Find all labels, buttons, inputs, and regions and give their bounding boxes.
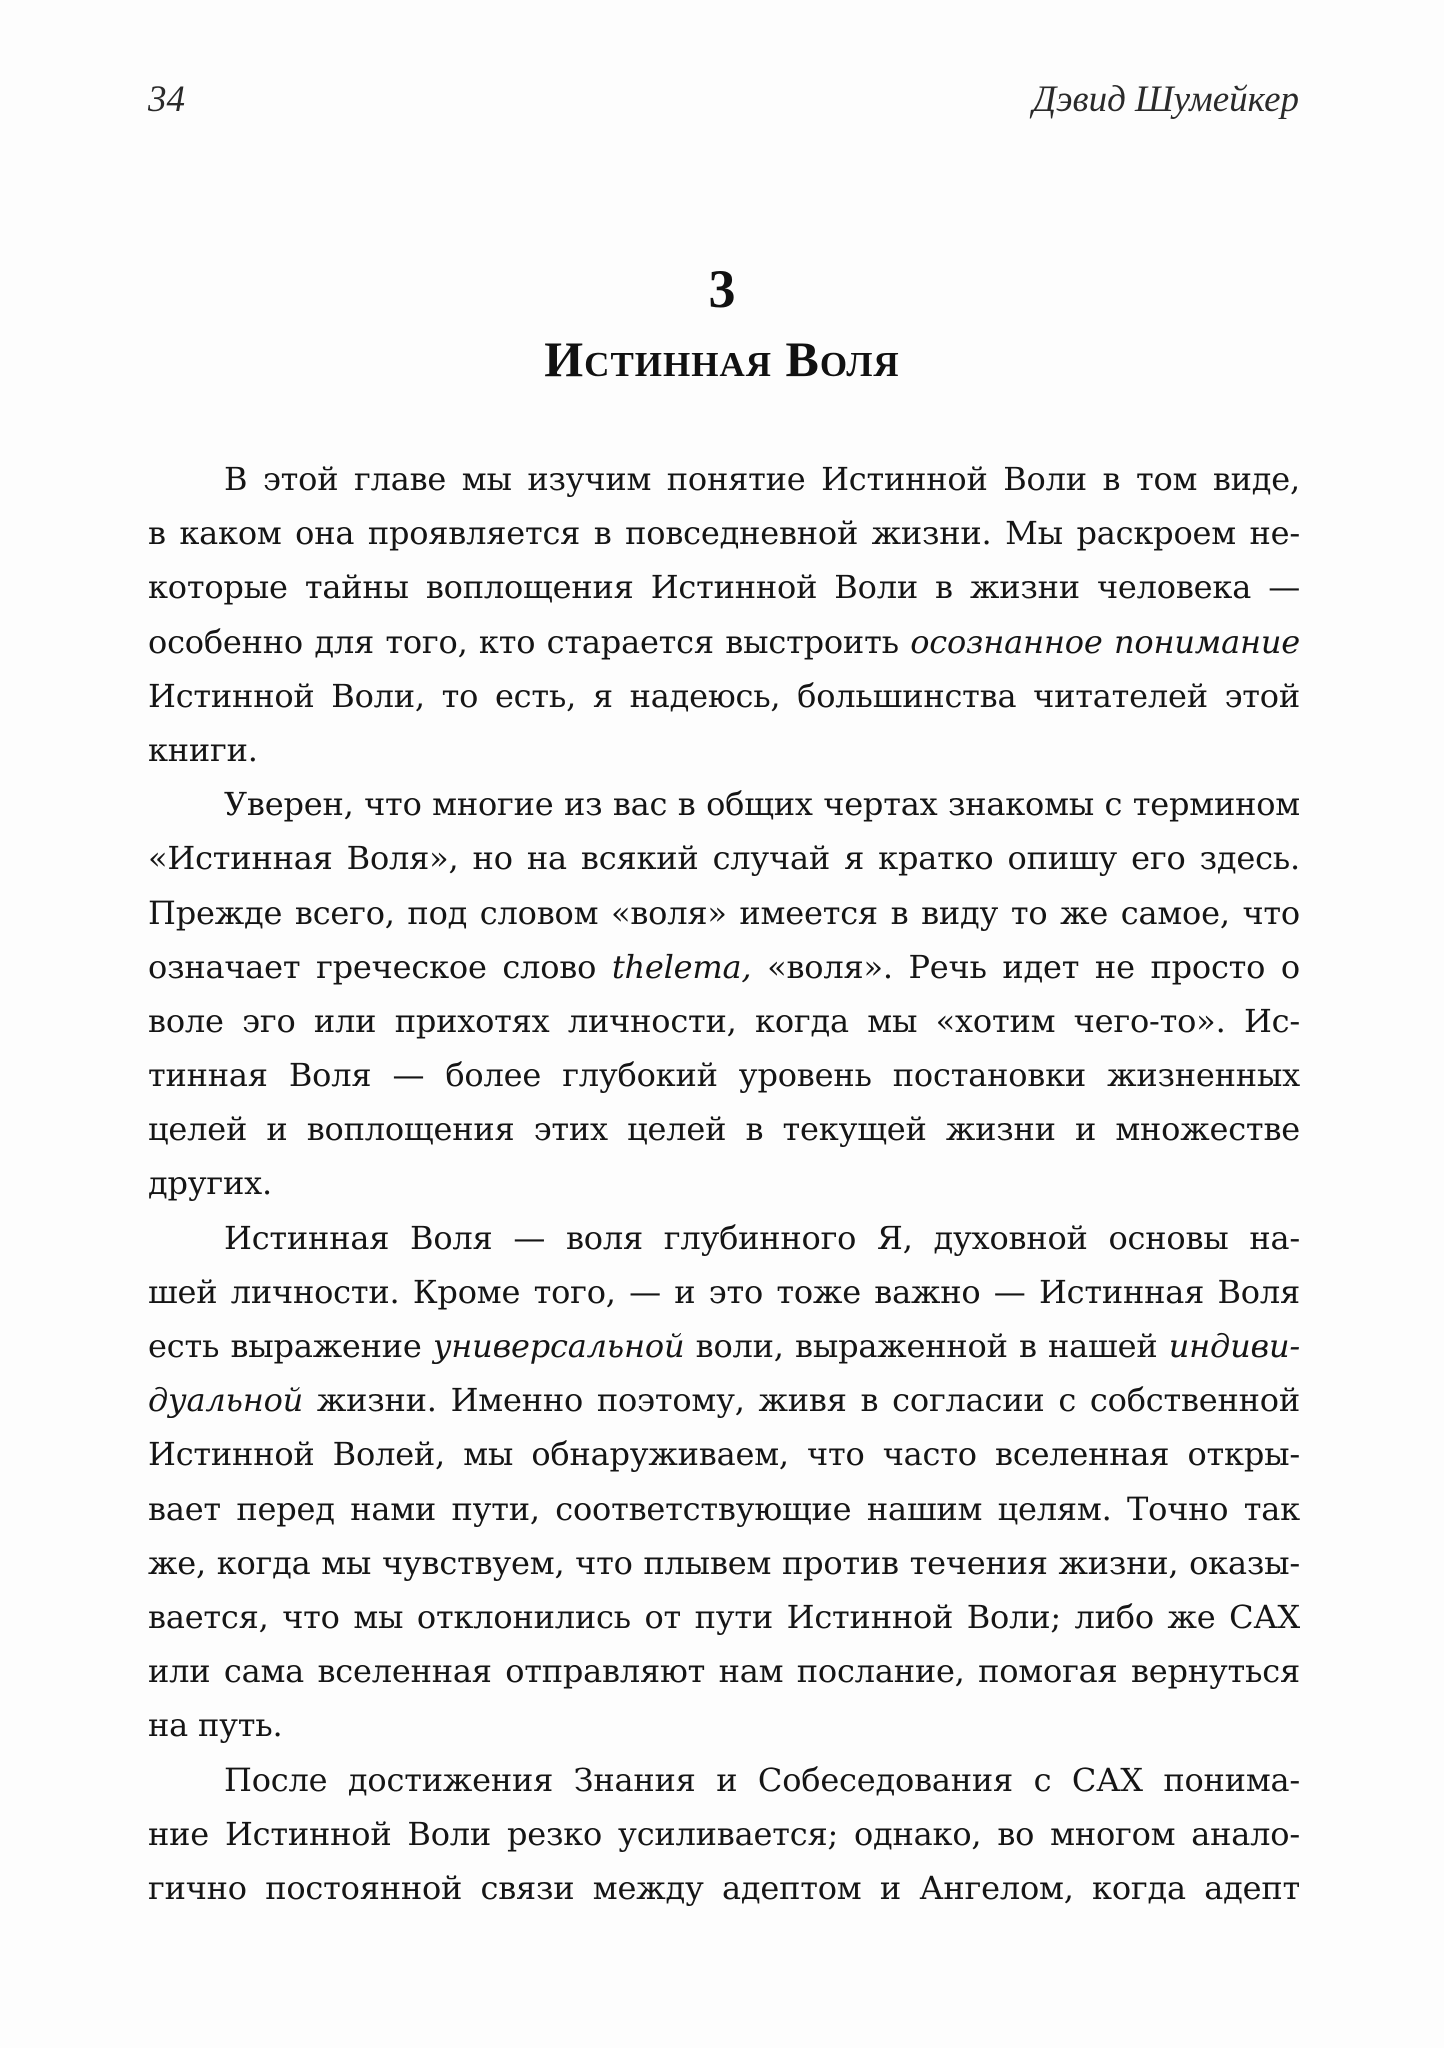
- text-line: Истинная Воля — воля глубинного Я, духовной основы на-: [224, 1218, 1300, 1257]
- text-line: Прежде всего, под словом «воля» имеется в виду то же самое, что: [148, 893, 1300, 932]
- emphasis: осознанное понимание: [910, 622, 1300, 661]
- running-head-author: Дэвид Шумейкер: [1032, 79, 1299, 120]
- text-line: других.: [148, 1164, 272, 1203]
- page-number: 34: [148, 79, 185, 120]
- text-line: тинная Воля — более глубокий уровень постановки жизненных: [148, 1056, 1300, 1095]
- text-line: Истинной Воли, то есть, я надеюсь, большинства читателей этой: [148, 676, 1300, 715]
- text-line: В этой главе мы изучим понятие Истинной Воли в том виде,: [224, 460, 1300, 498]
- text-line: воле эго или прихотях личности, когда мы «хотим чего-то». Ис-: [148, 1001, 1300, 1040]
- text-line: на путь.: [148, 1706, 283, 1745]
- text-line: вается, что мы отклонились от пути Истинной Воли; либо же САХ: [148, 1597, 1300, 1636]
- body-text: [148, 452, 1300, 1915]
- paragraph: [148, 1211, 1300, 1753]
- text-line: целей и воплощения этих целей в текущей жизни и множестве: [148, 1110, 1300, 1149]
- paragraph: [148, 452, 1300, 777]
- emphasis: дуальной: [148, 1381, 304, 1420]
- text-line: или сама вселенная отправляют нам послание, помогая вернуться: [148, 1652, 1300, 1691]
- paragraph: [148, 1753, 1300, 1916]
- text-line: Уверен, что многие из вас в общих чертах знакомы с термином: [224, 785, 1300, 824]
- emphasis: thelema,: [611, 947, 752, 986]
- emphasis: универсальной: [432, 1327, 685, 1365]
- text-line: «Истинная Воля», но на всякий случай я кратко опишу его здесь.: [148, 839, 1300, 878]
- emphasis: индиви-: [1168, 1327, 1300, 1365]
- chapter-number: 3: [708, 259, 736, 319]
- chapter-title: Истинная Воля: [544, 331, 900, 387]
- text-line: Истинной Волей, мы обнаруживаем, что часто вселенная откры-: [148, 1435, 1300, 1474]
- paragraph: [148, 777, 1300, 1211]
- text-line: После достижения Знания и Собеседования с САХ понима-: [224, 1760, 1300, 1799]
- text-line: шей личности. Кроме того, — и это тоже важно — Истинная Воля: [148, 1272, 1300, 1311]
- text-line: книги.: [148, 730, 258, 769]
- text-line: в каком она проявляется в повседневной жизни. Мы раскроем не-: [148, 514, 1300, 553]
- text-line: же, когда мы чувствуем, что плывем против течения жизни, оказы-: [148, 1543, 1300, 1582]
- text-line: дуальной жизни. Именно поэтому, живя в согласии с собственной: [148, 1381, 1300, 1420]
- text-line: вает перед нами пути, соответствующие нашим целям. Точно так: [148, 1489, 1300, 1528]
- text-line: особенно для того, кто старается выстроить осознанное понимание: [148, 622, 1300, 661]
- text-line: которые тайны воплощения Истинной Воли в жизни человека —: [148, 568, 1300, 607]
- text-line: есть выражение универсальной воли, выраженной в нашей индиви-: [148, 1327, 1300, 1365]
- text-line: означает греческое слово thelema, «воля». Речь идет не просто о: [148, 947, 1300, 986]
- text-line: ние Истинной Воли резко усиливается; однако, во многом анало-: [148, 1814, 1300, 1853]
- text-line: гично постоянной связи между адептом и Ангелом, когда адепт: [148, 1868, 1300, 1907]
